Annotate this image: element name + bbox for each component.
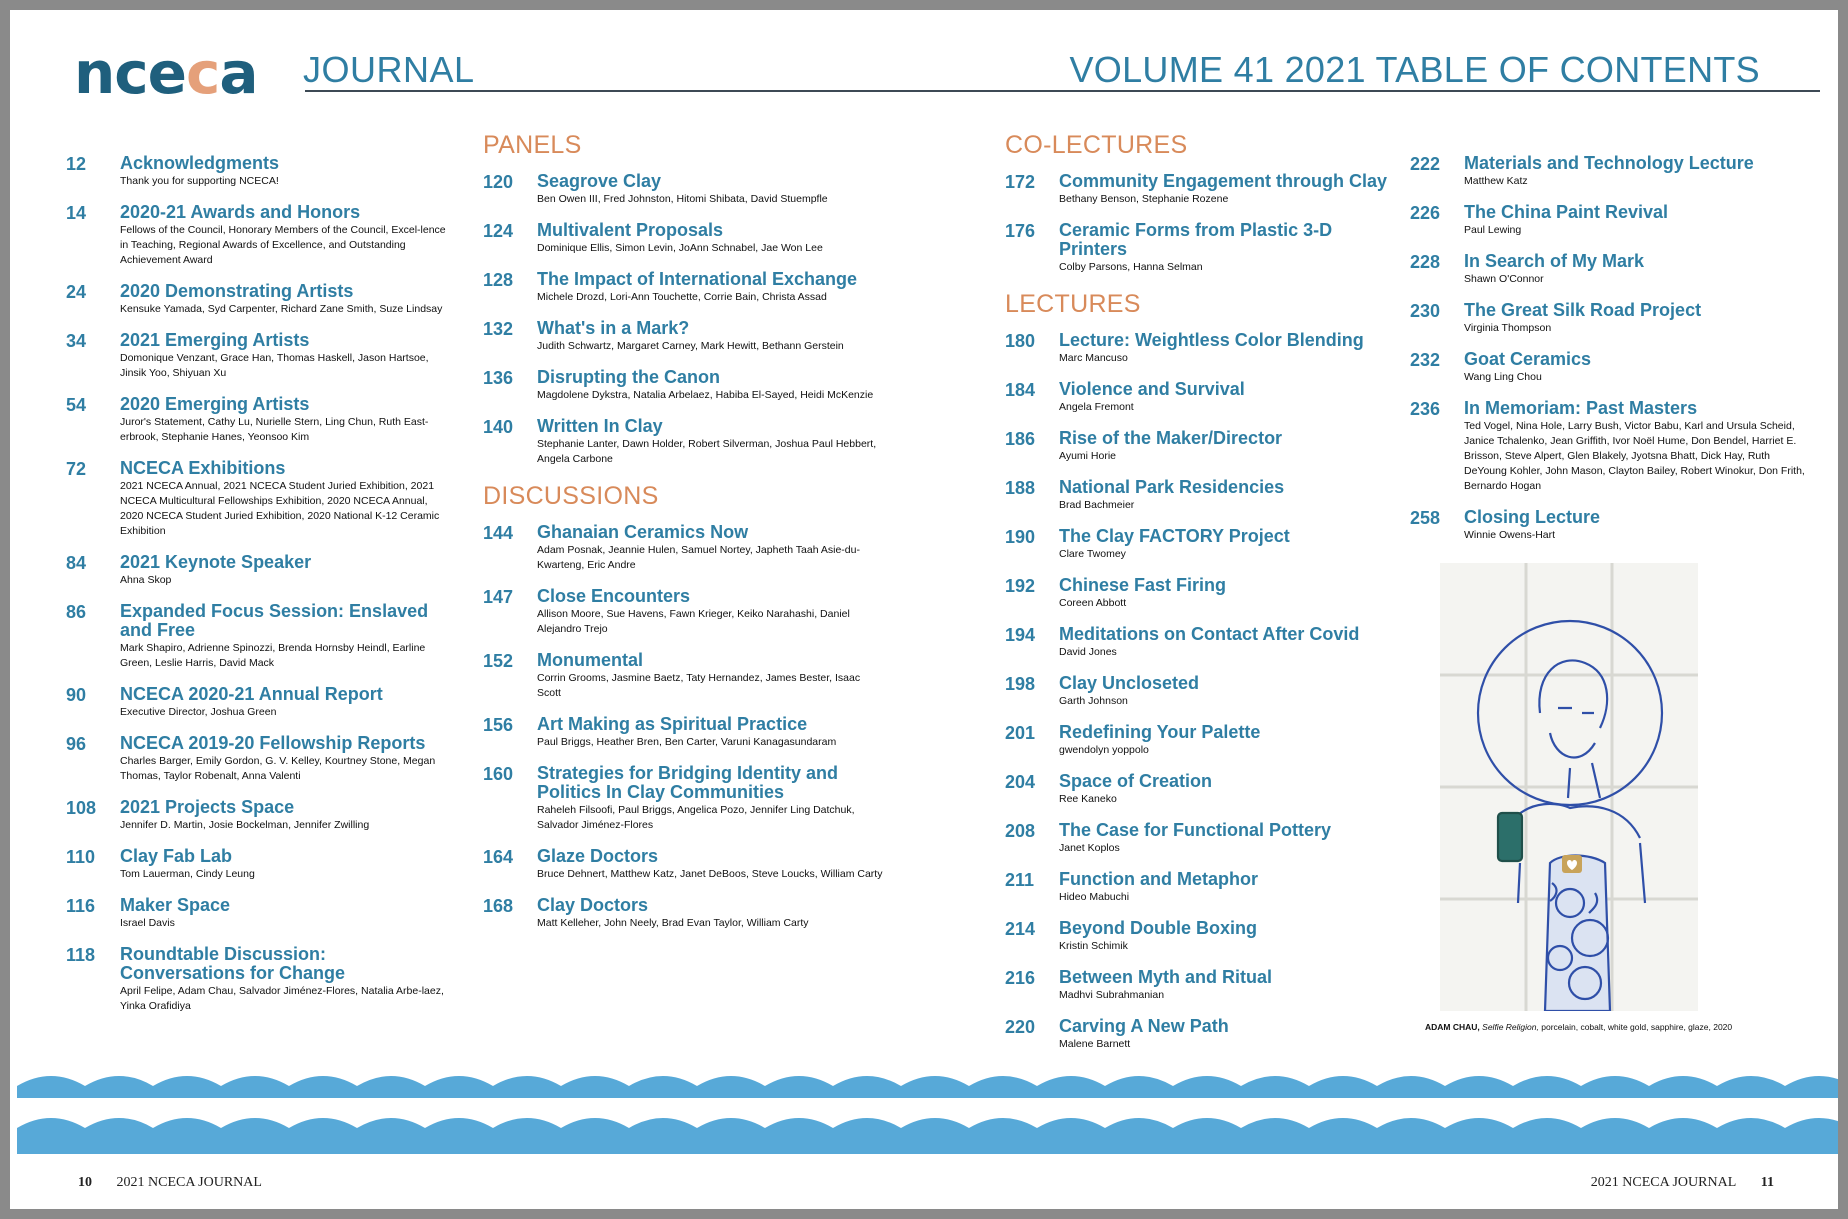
entry-title[interactable]: The Clay FACTORY Project <box>1059 526 1290 546</box>
entry-title[interactable]: NCECA 2019-20 Fellowship Reports <box>120 733 426 753</box>
entry-contributors: Domonique Venzant, Grace Han, Thomas Haskell, Jason Hartsoe, Jinsik Yoo, Shiyuan Xu <box>120 352 429 379</box>
toc-entry[interactable] <box>1005 674 1405 709</box>
entry-title[interactable]: NCECA Exhibitions <box>120 458 286 478</box>
page-number: 172 <box>1005 172 1036 192</box>
toc-entry[interactable] <box>483 896 883 931</box>
page-number: 201 <box>1005 723 1036 743</box>
toc-entry[interactable] <box>483 221 883 256</box>
page-number: 211 <box>1005 870 1035 890</box>
toc-entry[interactable] <box>1005 429 1405 464</box>
page-number: 188 <box>1005 478 1036 498</box>
entry-title[interactable]: NCECA 2020-21 Annual Report <box>120 684 383 704</box>
page-number: 124 <box>483 221 514 241</box>
toc-entry[interactable] <box>66 282 446 317</box>
nceca-logo: nceca <box>74 39 258 107</box>
page-number: 220 <box>1005 1017 1036 1037</box>
section-heading-lectures: LECTURES <box>1005 290 1141 318</box>
page-number: 164 <box>483 847 514 867</box>
entry-title[interactable]: 2020 Demonstrating Artists <box>120 281 354 301</box>
entry-title[interactable]: National Park Residencies <box>1059 477 1285 497</box>
toc-entry[interactable] <box>66 685 446 720</box>
toc-entry[interactable] <box>1005 723 1405 758</box>
page-number: 140 <box>483 417 514 437</box>
page-number: 258 <box>1410 508 1441 528</box>
entry-title[interactable]: Chinese Fast Firing <box>1059 575 1227 595</box>
entry-title[interactable]: Glaze Doctors <box>537 846 659 866</box>
entry-contributors: Charles Barger, Emily Gordon, G. V. Kelley, Kourtney Stone, Megan Thomas, Taylor Robenalt, Anna Valenti <box>120 755 436 782</box>
page-number: 236 <box>1410 399 1441 419</box>
toc-entry[interactable] <box>1410 203 1810 238</box>
page-number: 228 <box>1410 252 1441 272</box>
toc-entry[interactable] <box>1005 772 1405 807</box>
entry-contributors: Paul Lewing <box>1464 224 1522 236</box>
entry-contributors: Clare Twomey <box>1059 548 1126 560</box>
wave-border <box>17 1062 1838 1154</box>
toc-column-4 <box>1410 154 1810 557</box>
entry-title[interactable]: Space of Creation <box>1059 771 1213 791</box>
footer-right: 2021 NCECA JOURNAL 11 <box>1590 1175 1774 1190</box>
page-number: 116 <box>66 896 96 916</box>
page-number: 110 <box>66 847 96 867</box>
entry-contributors: Winnie Owens-Hart <box>1464 529 1556 541</box>
entry-contributors: Matt Kelleher, John Neely, Brad Evan Taylor, William Carty <box>537 917 809 929</box>
page-number: 176 <box>1005 221 1036 241</box>
page-number: 118 <box>66 945 96 965</box>
entry-title[interactable]: Monumental <box>537 650 643 670</box>
toc-entry[interactable] <box>1410 399 1810 494</box>
page-number: 136 <box>483 368 514 388</box>
section-heading-panels: PANELS <box>483 131 582 159</box>
artwork-caption: ADAM CHAU, Selfie Religion, porcelain, cobalt, white gold, sapphire, glaze, 2020 <box>1425 1022 1733 1032</box>
page-number: 54 <box>66 395 87 415</box>
entry-title[interactable]: Maker Space <box>120 895 231 915</box>
entry-contributors: Marc Mancuso <box>1059 352 1128 364</box>
page-number: 132 <box>483 319 514 339</box>
entry-contributors: Dominique Ellis, Simon Levin, JoAnn Schnabel, Jae Won Lee <box>537 242 823 254</box>
page-number: 198 <box>1005 674 1036 694</box>
toc-entry[interactable] <box>66 847 446 882</box>
entry-title[interactable]: Redefining Your Palette <box>1059 722 1261 742</box>
toc-entry[interactable] <box>1005 527 1405 562</box>
page-number: 208 <box>1005 821 1036 841</box>
page-number: 186 <box>1005 429 1036 449</box>
page-number: 96 <box>66 734 87 754</box>
entry-title[interactable]: 2021 Keynote Speaker <box>120 552 312 572</box>
toc-entry[interactable] <box>66 203 446 268</box>
page-number: 120 <box>483 172 514 192</box>
journal-label: JOURNAL <box>303 49 475 90</box>
magazine-spread <box>10 10 1838 1209</box>
toc-entry[interactable] <box>483 715 883 750</box>
page-number: 214 <box>1005 919 1036 939</box>
entry-title[interactable]: 2020-21 Awards and Honors <box>120 202 361 222</box>
entry-title[interactable]: Expanded Focus Session: Enslaved and Free <box>120 601 429 640</box>
toc-entry[interactable] <box>483 523 883 573</box>
toc-entry[interactable] <box>483 172 883 207</box>
page-number: 194 <box>1005 625 1036 645</box>
page-number: 192 <box>1005 576 1036 596</box>
entry-contributors: Mark Shapiro, Adrienne Spinozzi, Brenda Hornsby Heindl, Earline Green, Leslie Harris, David Mack <box>120 642 426 669</box>
toc-entry[interactable] <box>1005 821 1405 856</box>
page-number: 230 <box>1410 301 1441 321</box>
entry-title[interactable]: Multivalent Proposals <box>537 220 724 240</box>
toc-entry[interactable] <box>1005 1017 1405 1052</box>
toc-entry[interactable] <box>483 847 883 882</box>
toc-entry[interactable] <box>66 395 446 445</box>
page-number: 222 <box>1410 154 1441 174</box>
entry-title[interactable]: Art Making as Spiritual Practice <box>537 714 808 734</box>
toc-entry[interactable] <box>483 319 883 354</box>
entry-contributors: Magdolene Dykstra, Natalia Arbelaez, Habiba El-Sayed, Heidi McKenzie <box>537 389 874 401</box>
entry-contributors: Raheleh Filsoofi, Paul Briggs, Angelica Pozo, Jennifer Ling Datchuk, Salvador Jiménez-Flores <box>537 804 855 831</box>
toc-column-3 <box>1005 126 1405 1066</box>
entry-title[interactable]: Strategies for Bridging Identity and Politics In Clay Communities <box>537 763 839 802</box>
entry-title[interactable]: Meditations on Contact After Covid <box>1059 624 1360 644</box>
toc-entry[interactable] <box>1410 301 1810 336</box>
entry-contributors: Juror's Statement, Cathy Lu, Nurielle Stern, Ling Chun, Ruth East-erbrook, Stephanie Hanes, Yeonsoo Kim <box>120 416 429 443</box>
entry-contributors: Malene Barnett <box>1059 1038 1131 1050</box>
entry-contributors: Executive Director, Joshua Green <box>120 706 277 718</box>
entry-contributors: Judith Schwartz, Margaret Carney, Mark Hewitt, Bethann Gerstein <box>537 340 844 352</box>
entry-contributors: Kensuke Yamada, Syd Carpenter, Richard Zane Smith, Suze Lindsay <box>120 303 443 315</box>
toc-entry[interactable] <box>483 368 883 403</box>
entry-title[interactable]: Function and Metaphor <box>1059 869 1258 889</box>
entry-contributors: April Felipe, Adam Chau, Salvador Jiménez-Flores, Natalia Arbe-laez, Yinka Orafidiya <box>120 985 444 1012</box>
entry-contributors: Virginia Thompson <box>1464 322 1552 334</box>
entry-title[interactable]: In Search of My Mark <box>1464 251 1645 271</box>
entry-contributors: Ted Vogel, Nina Hole, Larry Bush, Victor Babu, Karl and Ursula Scheid, Janice Tchalenko, Jean Griffith, Ivor Noël Hume, Don Bendel, Harriet E. Brisson, Steve Alpert, Glen Blakely, Jyotsna Bhatt, Dick Hay, Ruth DeYoung Kohler, John Mason, Clayton Bailey, Robert Winokur, Don Frith, Bernardo Hogan <box>1464 420 1805 492</box>
entry-contributors: Israel Davis <box>120 917 175 929</box>
toc-entry[interactable] <box>1005 576 1405 611</box>
toc-entry[interactable] <box>1005 172 1405 207</box>
entry-contributors: Paul Briggs, Heather Bren, Ben Carter, Varuni Kanagasundaram <box>537 736 837 748</box>
entry-contributors: Adam Posnak, Jeannie Hulen, Samuel Nortey, Japheth Taah Asie-du-Kwarteng, Eric Andre <box>537 544 860 571</box>
entry-contributors: Colby Parsons, Hanna Selman <box>1059 261 1203 273</box>
page-number: 152 <box>483 651 514 671</box>
entry-contributors: Thank you for supporting NCECA! <box>120 175 279 187</box>
toc-entry[interactable] <box>1005 968 1405 1003</box>
entry-contributors: Ahna Skop <box>120 574 172 586</box>
page-number: 184 <box>1005 380 1036 400</box>
entry-title[interactable]: Disrupting the Canon <box>537 367 720 387</box>
page-number: 190 <box>1005 527 1036 547</box>
toc-entry[interactable] <box>1005 478 1405 513</box>
entry-contributors: Shawn O'Connor <box>1464 273 1544 285</box>
entry-title[interactable]: Carving A New Path <box>1059 1016 1229 1036</box>
page-number: 216 <box>1005 968 1036 988</box>
entry-contributors: Michele Drozd, Lori-Ann Touchette, Corrie Bain, Christa Assad <box>537 291 827 303</box>
entry-title[interactable]: Rise of the Maker/Director <box>1059 428 1283 448</box>
entry-title[interactable]: The Impact of International Exchange <box>537 269 858 289</box>
toc-entry[interactable] <box>1410 154 1810 189</box>
entry-title[interactable]: Ceramic Forms from Plastic 3-D Printers <box>1059 220 1333 259</box>
entry-title[interactable]: 2021 Emerging Artists <box>120 330 310 350</box>
page-number: 90 <box>66 685 87 705</box>
page-number: 204 <box>1005 772 1036 792</box>
entry-contributors: David Jones <box>1059 646 1117 658</box>
entry-title[interactable]: Close Encounters <box>537 586 691 606</box>
toc-entry[interactable] <box>66 553 446 588</box>
entry-contributors: Coreen Abbott <box>1059 597 1127 609</box>
toc-entry[interactable] <box>483 270 883 305</box>
entry-title[interactable]: The China Paint Revival <box>1464 202 1669 222</box>
entry-contributors: Matthew Katz <box>1464 175 1528 187</box>
page-number: 144 <box>483 523 514 543</box>
entry-title[interactable]: Clay Doctors <box>537 895 649 915</box>
page-number: 168 <box>483 896 514 916</box>
entry-title[interactable]: 2020 Emerging Artists <box>120 394 310 414</box>
entry-title[interactable]: Written In Clay <box>537 416 663 436</box>
section-heading-discussions: DISCUSSIONS <box>483 482 659 510</box>
toc-entry[interactable] <box>66 154 446 189</box>
toc-entry[interactable] <box>483 587 883 637</box>
page-number: 108 <box>66 798 97 818</box>
page-number: 12 <box>66 154 87 174</box>
page-number: 226 <box>1410 203 1441 223</box>
volume-title: VOLUME 41 2021 TABLE OF CONTENTS <box>1069 49 1760 90</box>
page-number: 160 <box>483 764 514 784</box>
toc-entry[interactable] <box>1410 508 1810 543</box>
entry-title[interactable]: Roundtable Discussion: Conversations for Change <box>120 944 346 983</box>
section-heading-colectures: CO-LECTURES <box>1005 131 1188 159</box>
entry-contributors: Hideo Mabuchi <box>1059 891 1130 903</box>
entry-title[interactable]: Acknowledgments <box>120 153 280 173</box>
toc-entry[interactable] <box>483 764 883 833</box>
toc-entry[interactable] <box>483 417 883 467</box>
entry-contributors: Bruce Dehnert, Matthew Katz, Janet DeBoos, Steve Loucks, William Carty <box>537 868 883 880</box>
page-number: 72 <box>66 459 87 479</box>
toc-entry[interactable] <box>66 602 446 671</box>
entry-contributors: Tom Lauerman, Cindy Leung <box>120 868 255 880</box>
toc-column-2 <box>483 126 883 945</box>
page-number: 147 <box>483 587 514 607</box>
entry-title[interactable]: The Case for Functional Pottery <box>1059 820 1332 840</box>
entry-title[interactable]: 2021 Projects Space <box>120 797 295 817</box>
header-rule <box>305 90 1820 92</box>
entry-title[interactable]: Lecture: Weightless Color Blending <box>1059 330 1364 350</box>
page-number: 156 <box>483 715 514 735</box>
entry-contributors: Fellows of the Council, Honorary Members of the Council, Excel-lence in Teaching, Regional Awards of Excellence, and Outstanding Achievement Award <box>120 224 446 266</box>
toc-entry[interactable] <box>66 798 446 833</box>
toc-entry[interactable] <box>1005 380 1405 415</box>
entry-contributors: Janet Koplos <box>1059 842 1120 854</box>
toc-entry[interactable] <box>483 651 883 701</box>
entry-title[interactable]: Violence and Survival <box>1059 379 1245 399</box>
toc-entry[interactable] <box>66 459 446 539</box>
entry-contributors: Corrin Grooms, Jasmine Baetz, Taty Hernandez, James Bester, Isaac Scott <box>537 672 861 699</box>
page-number: 180 <box>1005 331 1036 351</box>
page-number: 24 <box>66 282 87 302</box>
entry-title[interactable]: Goat Ceramics <box>1464 349 1592 369</box>
entry-title[interactable]: Between Myth and Ritual <box>1059 967 1273 987</box>
entry-contributors: gwendolyn yoppolo <box>1059 744 1149 756</box>
page-number: 86 <box>66 602 87 622</box>
entry-contributors: Ben Owen III, Fred Johnston, Hitomi Shibata, David Stuempfle <box>537 193 828 205</box>
page-number: 34 <box>66 331 87 351</box>
entry-contributors: Angela Fremont <box>1059 401 1134 413</box>
footer-left: 10 2021 NCECA JOURNAL <box>78 1175 262 1190</box>
entry-title[interactable]: Beyond Double Boxing <box>1059 918 1257 938</box>
entry-contributors: Ree Kaneko <box>1059 793 1117 805</box>
entry-title[interactable]: The Great Silk Road Project <box>1464 300 1702 320</box>
entry-contributors: Bethany Benson, Stephanie Rozene <box>1059 193 1229 205</box>
toc-entry[interactable] <box>1005 625 1405 660</box>
toc-entry[interactable] <box>1005 221 1405 275</box>
entry-title[interactable]: Materials and Technology Lecture <box>1464 153 1754 173</box>
page-number: 232 <box>1410 350 1441 370</box>
toc-entry[interactable] <box>1005 870 1405 905</box>
toc-entry[interactable] <box>1005 331 1405 366</box>
entry-contributors: Brad Bachmeier <box>1059 499 1135 511</box>
toc-entry[interactable] <box>1005 919 1405 954</box>
toc-column-1 <box>66 154 446 1028</box>
entry-title[interactable]: Community Engagement through Clay <box>1059 171 1388 191</box>
entry-contributors: Jennifer D. Martin, Josie Bockelman, Jennifer Zwilling <box>120 819 370 831</box>
toc-entry[interactable] <box>66 896 446 931</box>
toc-entry[interactable] <box>66 945 446 1014</box>
entry-title[interactable]: Clay Uncloseted <box>1059 673 1200 693</box>
entry-contributors: 2021 NCECA Annual, 2021 NCECA Student Juried Exhibition, 2021 NCECA Multicultural Fellowships Exhibition, 2020 NCECA Annual, 2020 NCECA Student Juried Exhibition, 2020 National K-12 Ceramic Exhibition <box>120 480 440 537</box>
page-number: 14 <box>66 203 87 223</box>
entry-title[interactable]: Ghanaian Ceramics Now <box>537 522 749 542</box>
entry-contributors: Wang Ling Chou <box>1464 371 1542 383</box>
entry-title[interactable]: Clay Fab Lab <box>120 846 233 866</box>
toc-entry[interactable] <box>66 734 446 784</box>
entry-contributors: Kristin Schimik <box>1059 940 1128 952</box>
entry-contributors: Madhvi Subrahmanian <box>1059 989 1165 1001</box>
entry-title[interactable]: In Memoriam: Past Masters <box>1464 398 1698 418</box>
entry-title[interactable]: Seagrove Clay <box>537 171 662 191</box>
entry-title[interactable]: Closing Lecture <box>1464 507 1601 527</box>
entry-contributors: Stephanie Lanter, Dawn Holder, Robert Silverman, Joshua Paul Hebbert, Angela Carbone <box>537 438 877 465</box>
toc-entry[interactable] <box>66 331 446 381</box>
entry-title[interactable]: What's in a Mark? <box>537 318 690 338</box>
entry-contributors: Allison Moore, Sue Havens, Fawn Krieger, Keiko Narahashi, Daniel Alejandro Trejo <box>537 608 850 635</box>
entry-contributors: Garth Johnson <box>1059 695 1128 707</box>
page-number: 84 <box>66 553 87 573</box>
page-number: 128 <box>483 270 514 290</box>
artwork-selfie-religion <box>1440 563 1698 1011</box>
entry-contributors: Ayumi Horie <box>1059 450 1116 462</box>
toc-entry[interactable] <box>1410 252 1810 287</box>
toc-entry[interactable] <box>1410 350 1810 385</box>
